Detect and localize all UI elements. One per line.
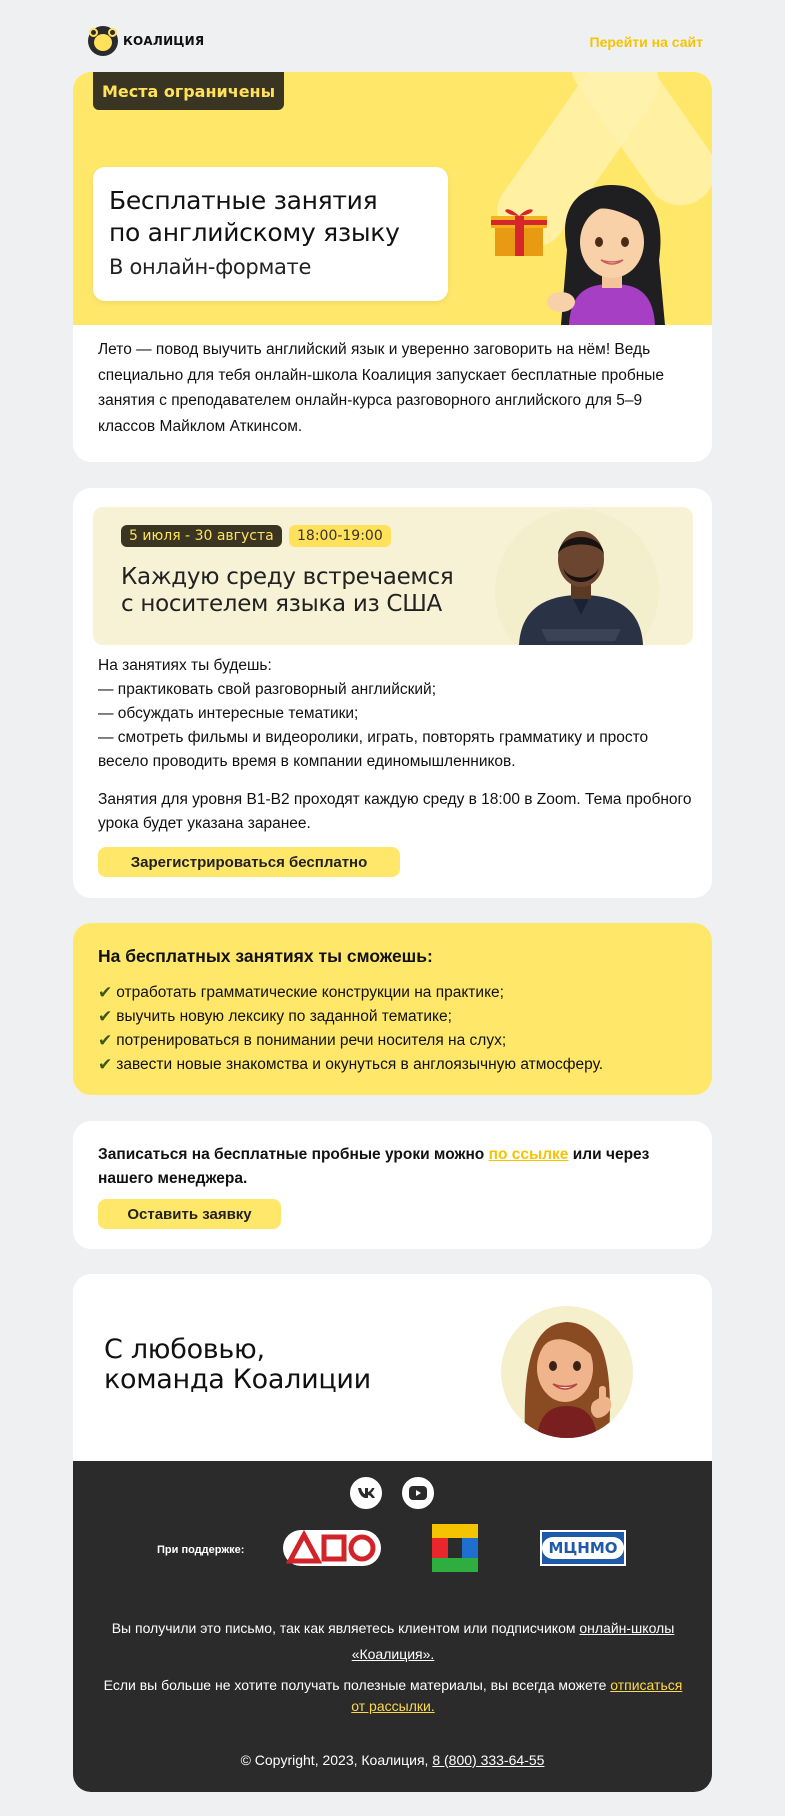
logo-text: КОАЛИЦИЯ [123,34,205,48]
limited-seats-badge: Места ограничены [93,72,284,110]
mcnmo-logo-text: МЦНМО [542,1537,623,1559]
signoff-line: команда Коалиции [104,1364,371,1395]
hero-title [109,185,432,249]
schedule-title-line: Каждую среду встречаемся [121,564,454,590]
benefit-text: выучить новую лексику по заданной тематике; [116,1008,452,1025]
unsubscribe-link[interactable]: отписаться от рассылки. [351,1677,683,1714]
woman-emoji-icon [547,180,677,325]
memoji-woman-icon [501,1306,633,1438]
leave-request-button[interactable]: Оставить заявку [98,1199,281,1229]
cube-partner-logo [426,1518,488,1578]
signoff-text [104,1335,371,1395]
activity-item: — практиковать свой разговорный английский; [98,681,437,698]
benefit-text: завести новые знакомства и окунуться в англоязычную атмосферу. [116,1056,604,1073]
benefit-item [98,1029,603,1053]
schedule-card [73,488,712,898]
go-to-site-link[interactable]: Перейти на сайт [589,34,703,50]
hero-subtitle: В онлайн-формате [109,255,312,279]
mcnmo-partner-logo [540,1530,626,1566]
benefits-list [98,981,603,1077]
subscription-note-text: Вы получили это письмо, так как являетесь клиентом или подписчиком [111,1620,580,1636]
register-free-button[interactable]: Зарегистрироваться бесплатно [98,847,400,877]
youtube-icon [409,1486,427,1500]
school-link[interactable]: онлайн-школы «Коалиция». [351,1620,675,1662]
benefit-text: отработать грамматические конструкции на практике; [116,984,504,1001]
teacher-photo [511,517,651,645]
benefit-item [98,1005,603,1029]
footer [73,1461,712,1792]
benefit-text: потренироваться в понимании речи носителя на слух; [116,1032,507,1049]
intro-text: Лето — повод выучить английский язык и уверенно заговорить на нём! Ведь специально для тебя онлайн-школа Коалиция запускает бесплатные пробные занятия с преподавателем онлайн-курса разговорного английского для 5–9 классов Майклом Аткинсом. [98,341,665,435]
schedule-banner [93,507,693,645]
phone-link[interactable]: 8 (800) 333-64-55 [432,1752,545,1768]
logo-face [94,34,112,51]
benefits-title: На бесплатных занятиях ты сможешь: [98,946,433,966]
schedule-title-line: с носителем языка из США [121,591,442,617]
team-avatar [501,1306,633,1438]
benefit-item [98,1053,603,1077]
hero-card [73,72,712,462]
signup-link[interactable]: по ссылке [488,1146,569,1163]
support-label: При поддержке: [157,1544,245,1556]
vk-icon [357,1487,375,1499]
activity-item: — обсуждать интересные тематики; [98,705,359,722]
dpo-partner-logo [282,1529,382,1567]
benefits-card [73,923,712,1095]
unsubscribe-note [98,1675,688,1717]
checkmark-icon: ✔ [98,1007,113,1027]
dates-badge: 5 июля - 30 августа [121,525,282,547]
time-badge: 18:00-19:00 [289,525,391,547]
hero-title-line: по английскому языку [109,218,400,247]
signoff-line: С любовью, [104,1334,265,1365]
activity-item: — смотреть фильмы и видеоролики, играть, повторять грамматику и просто весело проводить время в компании единомышленников. [98,729,649,770]
subscription-note [98,1615,688,1667]
logo[interactable] [88,26,204,56]
activities-intro: На занятиях ты будешь: [98,657,272,674]
activities-list [98,654,698,774]
signup-text [98,1143,698,1191]
gift-icon [489,204,549,258]
checkmark-icon: ✔ [98,983,113,1003]
copyright [73,1752,712,1768]
vk-link[interactable] [350,1477,382,1509]
copyright-text: © Copyright, 2023, Коалиция, [240,1752,433,1768]
youtube-link[interactable] [402,1477,434,1509]
checkmark-icon: ✔ [98,1031,113,1051]
schedule-details: Занятия для уровня B1-B2 проходят каждую среду в 18:00 в Zoom. Тема пробного урока будет указана заранее. [98,791,692,832]
unsubscribe-note-text: Если вы больше не хотите получать полезные материалы, вы всегда можете [103,1677,611,1693]
signup-card [73,1121,712,1249]
koala-logo-icon [88,26,118,56]
signup-text-after: или через нашего менеджера. [98,1146,650,1187]
hero-banner [73,72,712,325]
checkmark-icon: ✔ [98,1055,113,1075]
schedule-body [98,654,698,850]
hero-title-line: Бесплатные занятия [109,186,378,215]
benefit-item [98,981,603,1005]
signoff-card [73,1274,712,1792]
hero-title-box [93,167,448,301]
signup-text-before: Записаться на бесплатные пробные уроки можно [98,1146,489,1163]
schedule-title [121,564,453,618]
